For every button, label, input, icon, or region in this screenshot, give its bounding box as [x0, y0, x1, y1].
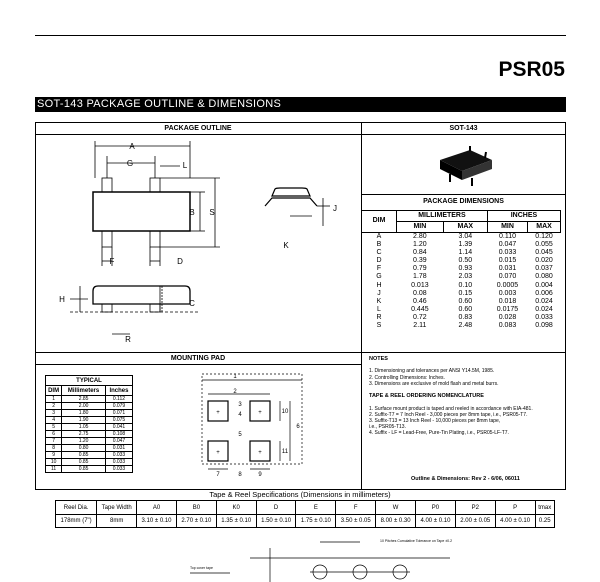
label-d: D: [177, 257, 183, 266]
tape-ordering-title: TAPE & REEL ORDERING NOMENCLATURE: [369, 393, 484, 400]
tape-value-cell: 8.00 ± 0.30: [376, 515, 416, 528]
pad-label-9: 9: [258, 472, 262, 478]
tape-note-2: 2. Suffix-T7 = 7 Inch Reel - 3,000 pieces per 8mm tape, i.e., PSR05-T7.: [369, 411, 528, 418]
tape-value-cell: 4.00 ± 0.10: [495, 515, 535, 528]
typ-col-in: Inches: [105, 386, 132, 396]
dim-cell-dim: D: [376, 257, 382, 265]
divider-horizontal: [35, 352, 566, 353]
col-dim: DIM: [362, 211, 397, 233]
typical-cell-dim: 10: [46, 459, 62, 466]
typical-row: [46, 410, 133, 417]
tape-value-cell: 8mm: [97, 515, 137, 528]
dim-cell-mm-min: 0.39: [413, 257, 427, 265]
tape-header-cell: A0: [137, 501, 177, 515]
dim-cell-dim: J: [377, 289, 381, 297]
tape-header-cell: Reel Dia.: [56, 501, 97, 515]
typical-header: TYPICAL: [46, 376, 133, 386]
dim-cell-in-min: 0.015: [498, 257, 517, 265]
dim-cell-mm-max: 0.60: [458, 297, 473, 305]
dimension-row: [362, 282, 561, 290]
tape-value-cell: 1.50 ± 0.10: [256, 515, 296, 528]
dim-cell-mm-min: 0.445: [411, 305, 429, 313]
dim-cell-mm-max: 2.48: [458, 322, 473, 330]
typical-cell-in: 0.041: [105, 424, 132, 431]
typical-row: [46, 396, 133, 403]
tape-header-cell: P2: [455, 501, 495, 515]
typical-cell-in: 0.047: [105, 438, 132, 445]
typical-row: [46, 438, 133, 445]
dim-cell-in-max: 0.024: [535, 297, 553, 305]
note-2: 2. Controlling Dimensions: Inches.: [369, 374, 445, 381]
dim-cell-dim: G: [376, 273, 382, 281]
dim-cell-dim: F: [376, 265, 382, 273]
dim-cell-mm-min: 0.013: [411, 281, 429, 289]
typical-row: [46, 417, 133, 424]
outline-revision: Outline & Dimensions: Rev 2 - 6/06, 06011: [411, 476, 520, 482]
dim-cell-mm-max: 0.83: [458, 313, 473, 321]
pad-label-7: 7: [216, 472, 220, 478]
typical-cell-in: 0.033: [105, 452, 132, 459]
tape-header-cell: Tape Width: [97, 501, 137, 515]
tape-drawing-note: Top cover tape: [190, 566, 213, 570]
typical-cell-in: 0.031: [105, 445, 132, 452]
package-outline-drawing: [40, 136, 360, 351]
dimension-row: [362, 290, 561, 298]
pad-label-10: 10: [281, 409, 289, 415]
dim-cell-mm-min: 0.84: [413, 249, 427, 257]
dim-cell-in-min: 0.083: [498, 322, 517, 330]
dim-cell-mm-max: 1.39: [458, 241, 473, 249]
tape-note-4: 4. Suffix - LF = Lead-Free, Pure-Tin Plating, i.e., PSR05-LF-T7.: [369, 430, 509, 437]
sot143-package-image: [430, 138, 500, 190]
tape-header-cell: P: [495, 501, 535, 515]
dim-cell-in-max: 0.098: [535, 322, 553, 330]
dim-cell-in-min: 0.033: [498, 249, 517, 257]
typical-cell-in: 0.079: [105, 403, 132, 410]
divider-sot: [361, 194, 566, 195]
label-r: R: [125, 335, 131, 344]
typical-cell-mm: 1.90: [62, 417, 106, 424]
notes-title: NOTES: [369, 356, 388, 362]
tape-header-cell: W: [376, 501, 416, 515]
col-inches: INCHES: [487, 211, 560, 222]
pad-label-3: 3: [238, 402, 242, 408]
typical-cell-dim: 1: [46, 396, 62, 403]
dim-cell-dim: R: [376, 313, 382, 321]
tape-drawing: [160, 538, 460, 582]
note-1: 1. Dimensioning and tolerances per ANSI Y14.5M, 1985.: [369, 368, 495, 375]
tape-value-cell: 178mm (7"): [56, 515, 97, 528]
label-f: F: [109, 257, 115, 266]
pad-label-1: 1: [233, 374, 237, 380]
label-c: C: [189, 299, 195, 308]
label-g: G: [126, 159, 134, 168]
tape-header-cell: P0: [416, 501, 456, 515]
pad-plus-1: +: [216, 410, 220, 416]
tape-header-cell: tmax: [535, 501, 554, 515]
pad-label-8: 8: [238, 472, 242, 478]
tape-note-3b: i.e., PSR05-T13.: [369, 424, 406, 431]
package-dimensions-table: [361, 210, 561, 330]
typ-col-dim: DIM: [46, 386, 62, 396]
typical-cell-mm: 1.20: [62, 438, 106, 445]
section-title: SOT-143 PACKAGE OUTLINE & DIMENSIONS: [35, 97, 566, 112]
tape-note-1: 1. Surface mount product is taped and reeled in accordance with EIA-481.: [369, 405, 533, 412]
dim-cell-in-max: 0.120: [535, 233, 553, 240]
typical-row: [46, 466, 133, 473]
typical-cell-in: 0.033: [105, 466, 132, 473]
typical-cell-in: 0.033: [105, 459, 132, 466]
typical-cell-mm: 0.85: [62, 452, 106, 459]
dim-cell-dim: S: [376, 322, 382, 330]
typical-cell-dim: 3: [46, 410, 62, 417]
pad-plus-2: +: [258, 410, 262, 416]
part-number: PSR05: [498, 58, 565, 81]
tape-header-cell: D: [256, 501, 296, 515]
dim-cell-dim: B: [376, 241, 382, 249]
label-b: B: [189, 208, 195, 217]
dim-cell-mm-max: 0.50: [458, 257, 473, 265]
notes-block: [369, 356, 559, 437]
dim-cell-mm-max: 0.15: [458, 289, 473, 297]
dim-cell-in-min: 0.047: [498, 241, 517, 249]
mounting-typical-table: [45, 375, 133, 473]
dim-cell-in-min: 0.110: [498, 233, 516, 240]
typical-row: [46, 445, 133, 452]
dim-cell-in-min: 0.0005: [496, 281, 519, 289]
typical-row: [46, 459, 133, 466]
pad-label-6: 6: [296, 424, 300, 430]
dim-cell-mm-min: 1.78: [413, 273, 427, 281]
dim-cell-mm-max: 0.60: [458, 305, 473, 313]
pad-label-4: 4: [238, 412, 242, 418]
typical-cell-in: 0.071: [105, 410, 132, 417]
typical-cell-dim: 5: [46, 424, 62, 431]
package-outline-title: PACKAGE OUTLINE: [164, 125, 232, 132]
dim-cell-mm-max: 3.04: [458, 233, 473, 240]
dim-cell-in-max: 0.024: [535, 305, 553, 313]
tape-value-cell: 2.00 ± 0.05: [455, 515, 495, 528]
dim-cell-mm-min: 1.20: [413, 241, 427, 249]
tape-drawing-tolerance: 10 Pitches Cumulative Tolerance on Tape ±0.2: [380, 539, 453, 543]
dimension-row: [362, 273, 561, 281]
dim-cell-in-max: 0.020: [535, 257, 553, 265]
typical-cell-mm: 0.85: [62, 466, 106, 473]
typical-row: [46, 452, 133, 459]
dim-cell-mm-max: 0.10: [458, 281, 473, 289]
dimension-row: [362, 257, 561, 265]
col-in-min: MIN: [487, 222, 527, 233]
tape-value-cell: 4.00 ± 0.10: [416, 515, 456, 528]
dim-cell-in-max: 0.004: [535, 281, 553, 289]
col-millimeters: MILLIMETERS: [397, 211, 488, 222]
typical-cell-mm: 2.00: [62, 403, 106, 410]
dimension-row: [362, 233, 561, 242]
tape-header-cell: F: [336, 501, 376, 515]
top-rule: [35, 35, 566, 36]
tape-reel-title: Tape & Reel Specifications (Dimensions in millimeters): [209, 490, 391, 499]
dimension-row: [362, 314, 561, 322]
mounting-pad-drawing: [190, 366, 310, 476]
col-in-max: MAX: [528, 222, 561, 233]
dim-cell-mm-min: 0.46: [413, 297, 427, 305]
dim-cell-in-max: 0.055: [535, 241, 553, 249]
label-j: J: [333, 204, 337, 213]
pad-plus-4: +: [258, 450, 262, 456]
dim-cell-dim: L: [377, 305, 381, 313]
dim-cell-mm-max: 2.03: [458, 273, 473, 281]
dimension-row: [362, 322, 561, 330]
dim-cell-dim: K: [376, 297, 382, 305]
pad-label-5: 5: [238, 432, 242, 438]
col-mm-max: MAX: [443, 222, 487, 233]
dim-cell-mm-min: 0.72: [413, 313, 427, 321]
tape-note-3: 3. Suffix-T13 = 13 Inch Reel - 10,000 pieces per 8mm tape,: [369, 418, 501, 425]
typical-cell-dim: 6: [46, 431, 62, 438]
tape-header-cell: E: [296, 501, 336, 515]
col-mm-min: MIN: [397, 222, 444, 233]
typical-cell-mm: 2.85: [62, 396, 106, 403]
dim-cell-in-max: 0.033: [535, 313, 553, 321]
tape-value-cell: 1.75 ± 0.10: [296, 515, 336, 528]
dim-cell-dim: H: [376, 281, 382, 289]
dim-cell-in-min: 0.031: [498, 265, 517, 273]
typical-row: [46, 403, 133, 410]
label-s: S: [209, 208, 215, 217]
label-l: L: [182, 161, 188, 170]
typical-cell-mm: 0.80: [62, 445, 106, 452]
dim-cell-mm-max: 1.14: [458, 249, 473, 257]
dimension-row: [362, 306, 561, 314]
divider-header: [35, 134, 566, 135]
typ-col-mm: Millimeters: [62, 386, 106, 396]
typical-cell-dim: 4: [46, 417, 62, 424]
dimension-row: [362, 298, 561, 306]
dim-cell-mm-min: 2.11: [413, 322, 427, 330]
typical-row: [46, 431, 133, 438]
tape-value-cell: 3.50 ± 0.05: [336, 515, 376, 528]
sot-title: SOT-143: [449, 125, 478, 132]
tape-value-cell: 1.35 ± 0.10: [216, 515, 256, 528]
typical-cell-dim: 9: [46, 452, 62, 459]
pad-label-2: 2: [233, 389, 237, 395]
dim-cell-in-min: 0.018: [498, 297, 517, 305]
divider-mount: [35, 364, 361, 365]
dim-cell-in-min: 0.028: [498, 313, 517, 321]
label-k: K: [283, 241, 289, 250]
typical-cell-in: 0.112: [105, 396, 132, 403]
typical-cell-dim: 2: [46, 403, 62, 410]
tape-value-cell: 0.25: [535, 515, 554, 528]
typical-cell-dim: 7: [46, 438, 62, 445]
tape-header-cell: B0: [176, 501, 216, 515]
dim-cell-in-min: 0.003: [498, 289, 517, 297]
dim-cell-in-max: 0.037: [535, 265, 553, 273]
pad-plus-3: +: [216, 450, 220, 456]
tape-reel-table: [55, 500, 555, 528]
label-a: A: [129, 142, 135, 151]
typical-row: [46, 424, 133, 431]
dim-cell-in-min: 0.0175: [496, 305, 519, 313]
dimension-row: [362, 241, 561, 249]
dim-cell-mm-max: 0.93: [458, 265, 473, 273]
dimension-row: [362, 265, 561, 273]
typical-cell-mm: 1.80: [62, 410, 106, 417]
dim-cell-mm-min: 2.80: [413, 233, 427, 240]
dim-cell-dim: A: [376, 233, 382, 240]
dim-cell-in-max: 0.006: [535, 289, 553, 297]
dim-cell-mm-min: 0.08: [413, 289, 427, 297]
note-3: 3. Dimensions are exclusive of mold flash and metal burrs.: [369, 380, 499, 387]
dim-cell-in-max: 0.045: [535, 249, 553, 257]
dim-cell-dim: C: [376, 249, 382, 257]
typical-cell-mm: 2.75: [62, 431, 106, 438]
typical-cell-mm: 0.85: [62, 459, 106, 466]
dim-cell-mm-min: 0.79: [413, 265, 427, 273]
tape-value-cell: 2.70 ± 0.10: [176, 515, 216, 528]
package-dimensions-title: PACKAGE DIMENSIONS: [423, 198, 504, 205]
typical-cell-in: 0.108: [105, 431, 132, 438]
dim-cell-in-max: 0.080: [535, 273, 553, 281]
label-h: H: [59, 295, 65, 304]
typical-cell-in: 0.075: [105, 417, 132, 424]
dim-cell-in-min: 0.070: [498, 273, 517, 281]
typical-cell-dim: 8: [46, 445, 62, 452]
tape-header-cell: K0: [216, 501, 256, 515]
pad-label-11: 11: [281, 449, 289, 455]
typical-cell-mm: 1.05: [62, 424, 106, 431]
dimension-row: [362, 249, 561, 257]
mounting-pad-title: MOUNTING PAD: [170, 355, 226, 362]
tape-value-cell: 3.10 ± 0.10: [137, 515, 177, 528]
typical-cell-dim: 11: [46, 466, 62, 473]
